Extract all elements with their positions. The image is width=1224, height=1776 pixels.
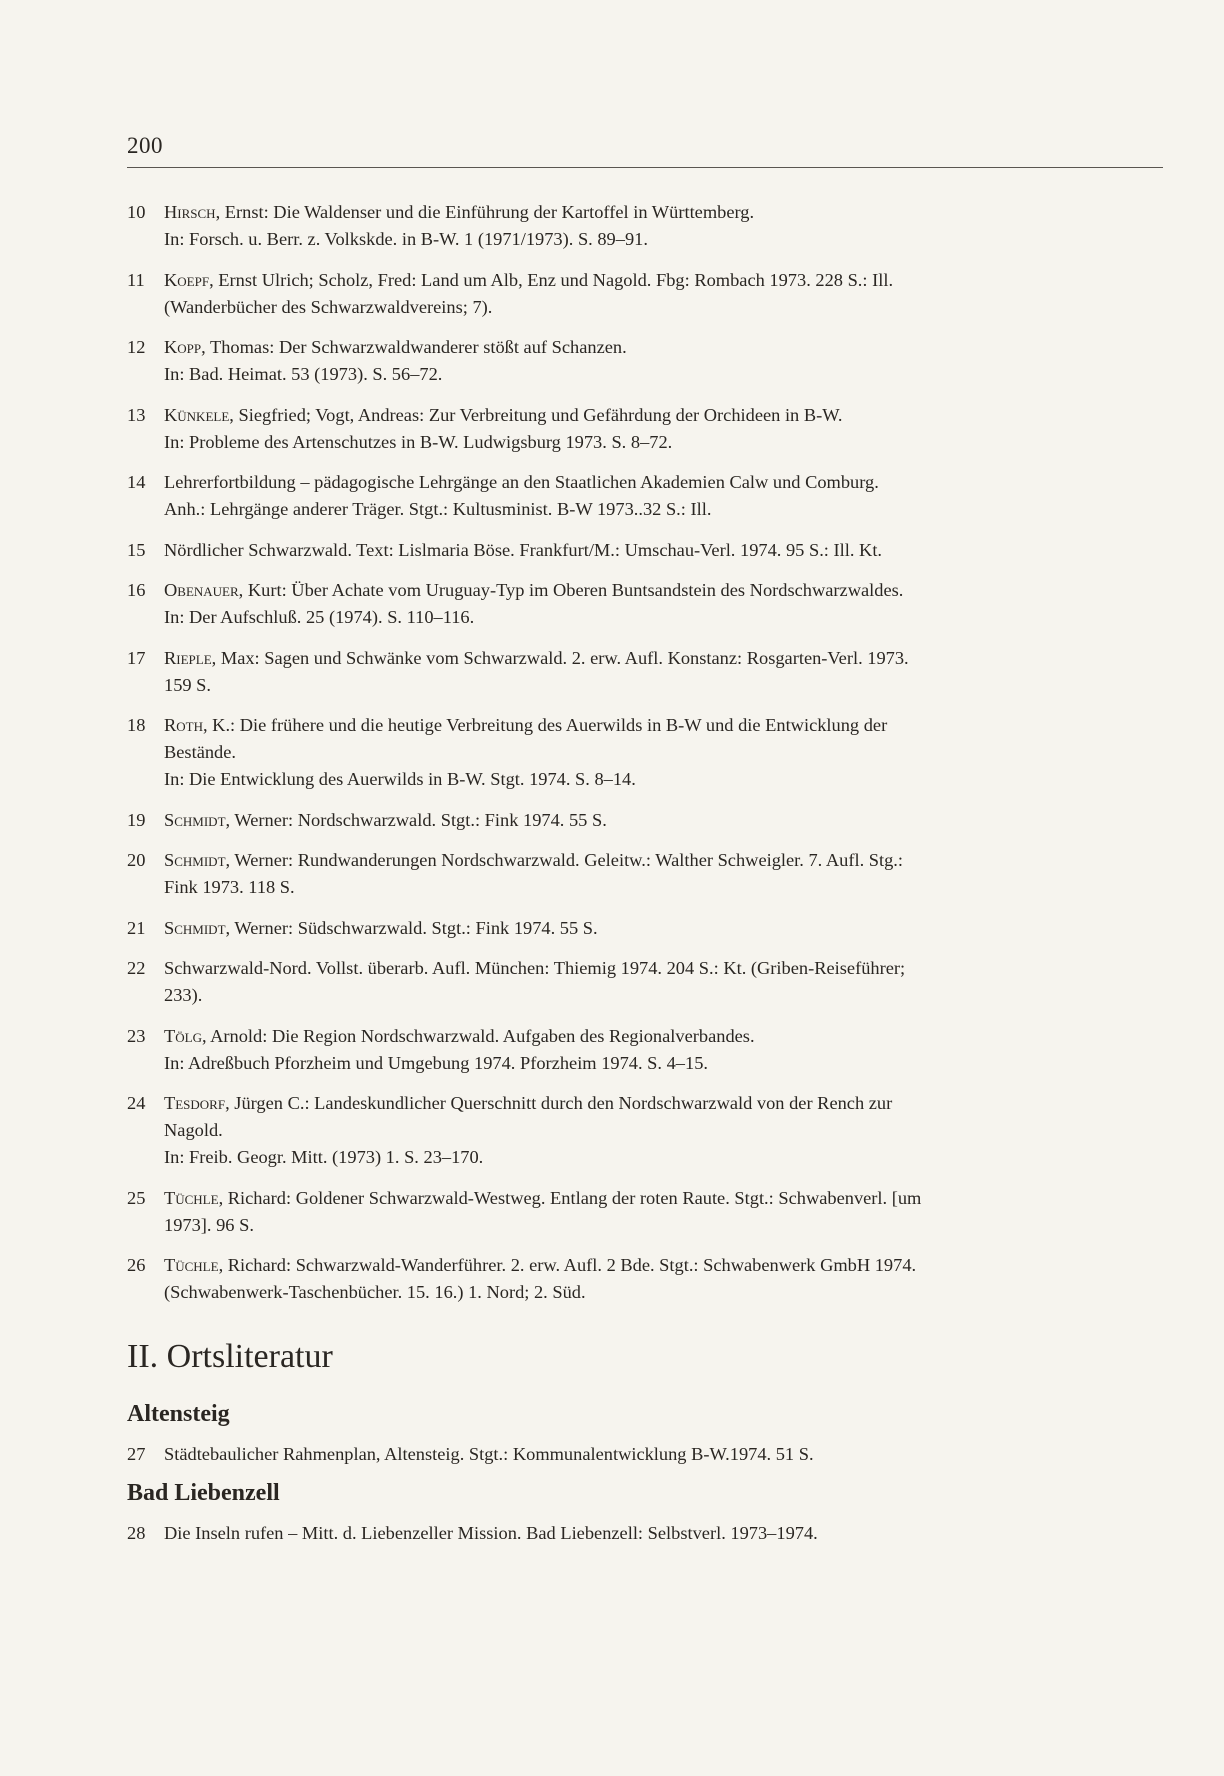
header-rule xyxy=(127,167,1163,168)
entry-line-text: Nördlicher Schwarzwald. Text: Lislmaria Böse. Frankfurt/M.: Umschau-Verl. 1974. 95 S.: Ill. Kt. xyxy=(164,539,883,560)
bibliography-entry xyxy=(127,1252,1163,1306)
section-ortsliteratur xyxy=(127,1337,1163,1547)
entry-line-text: In: Bad. Heimat. 53 (1973). S. 56–72. xyxy=(164,364,443,384)
entry-line xyxy=(164,672,1163,699)
entry-author: Koepf xyxy=(164,269,210,290)
entry-text: Städtebaulicher Rahmenplan, Altensteig. Stgt.: Kommunalentwicklung B-W.1974. 51 S. xyxy=(164,1444,814,1464)
entry-number: 21 xyxy=(127,917,146,938)
entry-line-text: , Ernst Ulrich; Scholz, Fred: Land um Alb, Enz und Nagold. Fbg: Rombach 1973. 228 S.: Ill. xyxy=(209,269,894,290)
bibliography-entry xyxy=(127,199,1163,253)
entry-number: 12 xyxy=(127,337,146,357)
bibliography-entry xyxy=(127,402,1163,456)
entry-line xyxy=(164,915,1163,942)
entry-text xyxy=(164,537,1163,564)
entry-line-text: , Richard: Schwarzwald-Wanderführer. 2. erw. Aufl. 2 Bde. Stgt.: Schwabenwerk GmbH 1974. xyxy=(218,1255,917,1275)
entry-author: Tesdorf xyxy=(164,1093,226,1113)
bibliography-entry xyxy=(127,807,1163,834)
entry-line-text: , Werner: Rundwanderungen Nordschwarzwald. Geleitw.: Walther Schweigler. 7. Aufl. Stg.: xyxy=(225,850,904,870)
entry-number: 14 xyxy=(127,472,146,492)
subsection-list xyxy=(127,1399,1163,1547)
entry-text xyxy=(164,199,1163,253)
entry-line-text: In: Probleme des Artenschutzes in B-W. Ludwigsburg 1973. S. 8–72. xyxy=(164,431,673,452)
entry-line xyxy=(164,1279,1163,1306)
entry-line-text: , Richard: Goldener Schwarzwald-Westweg. Entlang der roten Raute. Stgt.: Schwabenverl. [um xyxy=(218,1187,922,1208)
entry-line-text: Nagold. xyxy=(164,1120,223,1140)
subsection-heading: Bad Liebenzell xyxy=(127,1480,280,1506)
entry-line-text: , K.: Die frühere und die heutige Verbreitung des Auerwilds in B-W und die Entwicklung der xyxy=(202,715,888,735)
entry-text xyxy=(164,712,1163,793)
entry-text xyxy=(164,267,1163,321)
entry-line xyxy=(164,712,1163,739)
entry-line-text: 159 S. xyxy=(164,674,212,695)
entry-line-text: 1973]. 96 S. xyxy=(164,1214,254,1235)
entry-text xyxy=(164,847,1163,901)
entry-author: Hirsch xyxy=(164,202,216,222)
entry-text xyxy=(164,1023,1163,1077)
entry-line xyxy=(164,847,1163,874)
entry-line xyxy=(164,1090,1163,1117)
entry-line-text: Schwarzwald-Nord. Vollst. überarb. Aufl. München: Thiemig 1974. 204 S.: Kt. (Griben-Reiseführer; xyxy=(164,958,906,978)
entry-line-text: Anh.: Lehrgänge anderer Träger. Stgt.: Kultusminist. B-W 1973..32 S.: Ill. xyxy=(164,499,712,519)
entry-line-text: , Kurt: Über Achate vom Uruguay-Typ im Oberen Buntsandstein des Nordschwarzwaldes. xyxy=(238,580,904,600)
entry-line xyxy=(164,199,1163,226)
entry-number: 13 xyxy=(127,404,146,425)
entry-line xyxy=(164,604,1163,631)
entry-text xyxy=(164,1090,1163,1171)
entry-line-text: In: Adreßbuch Pforzheim und Umgebung 1974. Pforzheim 1974. S. 4–15. xyxy=(164,1052,708,1073)
entry-line xyxy=(164,577,1163,604)
bibliography-entry xyxy=(127,469,1163,523)
entry-number: 22 xyxy=(127,958,146,978)
bibliography xyxy=(127,199,1163,1557)
entry-line xyxy=(164,226,1163,253)
entry-author: Tölg xyxy=(164,1025,202,1046)
entry-author: Tüchle xyxy=(164,1255,219,1275)
entry-author: Tüchle xyxy=(164,1187,219,1208)
bibliography-entry xyxy=(127,915,1163,942)
entry-line-text: , Werner: Südschwarzwald. Stgt.: Fink 1974. 55 S. xyxy=(225,917,598,938)
entry-line xyxy=(164,1212,1163,1239)
entry-author: Kopp xyxy=(164,337,202,357)
entry-text xyxy=(164,915,1163,942)
subsection-heading: Altensteig xyxy=(127,1401,230,1427)
entry-number: 25 xyxy=(127,1187,146,1208)
entry-number: 26 xyxy=(127,1255,146,1275)
entry-author: Schmidt xyxy=(164,850,226,870)
entry-text xyxy=(164,1252,1163,1306)
entry-line-text: , Werner: Nordschwarzwald. Stgt.: Fink 1974. 55 S. xyxy=(225,809,607,830)
entry-line-text: , Thomas: Der Schwarzwaldwanderer stößt auf Schanzen. xyxy=(201,337,627,357)
bibliography-entry xyxy=(127,1023,1163,1077)
entry-line-text: , Jürgen C.: Landeskundlicher Querschnitt durch den Nordschwarzwald von der Rench zur xyxy=(225,1093,893,1113)
entry-number: 18 xyxy=(127,715,146,735)
entry-line xyxy=(164,361,1163,388)
entry-number: 10 xyxy=(127,202,146,222)
entry-line xyxy=(164,334,1163,361)
entry-line-text: In: Die Entwicklung des Auerwilds in B-W. Stgt. 1974. S. 8–14. xyxy=(164,769,636,789)
bibliography-entry xyxy=(127,645,1163,699)
entry-line-text: In: Der Aufschluß. 25 (1974). S. 110–116. xyxy=(164,607,475,627)
bibliography-entry xyxy=(127,334,1163,388)
entry-line-text: Bestände. xyxy=(164,742,237,762)
entry-line xyxy=(164,874,1163,901)
entry-text xyxy=(164,402,1163,456)
entry-line xyxy=(164,766,1163,793)
entry-number: 20 xyxy=(127,850,146,870)
entry-line xyxy=(164,1117,1163,1144)
entry-line xyxy=(164,739,1163,766)
entry-text: Die Inseln rufen – Mitt. d. Liebenzeller Mission. Bad Liebenzell: Selbstverl. 1973–1974. xyxy=(164,1523,818,1543)
entry-author: Obenauer xyxy=(164,580,239,600)
entry-line-text: Fink 1973. 118 S. xyxy=(164,877,295,897)
entry-line xyxy=(164,496,1163,523)
entry-text xyxy=(164,807,1163,834)
entry-text xyxy=(164,645,1163,699)
bibliography-entry xyxy=(127,1185,1163,1239)
entry-line xyxy=(164,537,1163,564)
entry-number: 11 xyxy=(127,269,145,290)
bibliography-entry xyxy=(127,847,1163,901)
entry-line-text: , Arnold: Die Region Nordschwarzwald. Aufgaben des Regionalverbandes. xyxy=(201,1025,755,1046)
bibliography-entry xyxy=(127,955,1163,1009)
entry-line-text: , Siegfried; Vogt, Andreas: Zur Verbreitung und Gefährdung der Orchideen in B-W. xyxy=(229,404,843,425)
entry-line xyxy=(164,429,1163,456)
entry-number: 17 xyxy=(127,647,146,668)
entry-text xyxy=(164,469,1163,523)
entry-author: Schmidt xyxy=(164,809,226,830)
entry-line xyxy=(164,1252,1163,1279)
entry-text xyxy=(164,1185,1163,1239)
bibliography-entry xyxy=(127,537,1163,564)
entry-author: Künkele xyxy=(164,404,230,425)
bibliography-entry xyxy=(127,1090,1163,1171)
entry-line xyxy=(164,1050,1163,1077)
entry-author: Roth xyxy=(164,715,203,735)
entry-number: 24 xyxy=(127,1093,146,1113)
bibliography-entry xyxy=(127,1441,1163,1468)
entry-text xyxy=(164,334,1163,388)
bibliography-entry xyxy=(127,1520,1163,1547)
entry-line-text: In: Freib. Geogr. Mitt. (1973) 1. S. 23–170. xyxy=(164,1147,484,1167)
entry-line-text: , Max: Sagen und Schwänke vom Schwarzwald. 2. erw. Aufl. Konstanz: Rosgarten-Verl. 1973. xyxy=(211,647,909,668)
entry-author: Schmidt xyxy=(164,917,226,938)
entry-line-text: (Wanderbücher des Schwarzwaldvereins; 7). xyxy=(164,296,493,317)
entry-line xyxy=(164,469,1163,496)
entry-number: 16 xyxy=(127,580,146,600)
bibliography-entry xyxy=(127,712,1163,793)
entry-line xyxy=(164,982,1163,1009)
entry-line xyxy=(164,955,1163,982)
entry-line xyxy=(164,402,1163,429)
entry-author: Rieple xyxy=(164,647,212,668)
entry-list xyxy=(127,199,1163,1306)
entry-number: 15 xyxy=(127,539,146,560)
entry-number: 28 xyxy=(127,1523,146,1543)
page-number: 200 xyxy=(127,133,163,158)
entry-line-text: 233). xyxy=(164,985,203,1005)
bibliography-entry xyxy=(127,267,1163,321)
entry-line xyxy=(164,807,1163,834)
bibliography-entry xyxy=(127,577,1163,631)
entry-line xyxy=(164,1185,1163,1212)
entry-number: 27 xyxy=(127,1444,146,1464)
entry-line-text: (Schwabenwerk-Taschenbücher. 15. 16.) 1. Nord; 2. Süd. xyxy=(164,1282,586,1302)
entry-line-text: , Ernst: Die Waldenser und die Einführung der Kartoffel in Württemberg. xyxy=(215,202,755,222)
entry-line-text: Lehrerfortbildung – pädagogische Lehrgänge an den Staatlichen Akademien Calw und Comburg. xyxy=(164,472,879,492)
entry-line xyxy=(164,1144,1163,1171)
section-heading: II. Ortsliteratur xyxy=(127,1338,333,1375)
entry-line xyxy=(164,294,1163,321)
entry-line xyxy=(164,1023,1163,1050)
entry-number: 19 xyxy=(127,809,146,830)
entry-text xyxy=(164,955,1163,1009)
entry-number: 23 xyxy=(127,1025,146,1046)
entry-text xyxy=(164,577,1163,631)
entry-line xyxy=(164,267,1163,294)
entry-line xyxy=(164,645,1163,672)
entry-line-text: In: Forsch. u. Berr. z. Volkskde. in B-W. 1 (1971/1973). S. 89–91. xyxy=(164,229,648,249)
